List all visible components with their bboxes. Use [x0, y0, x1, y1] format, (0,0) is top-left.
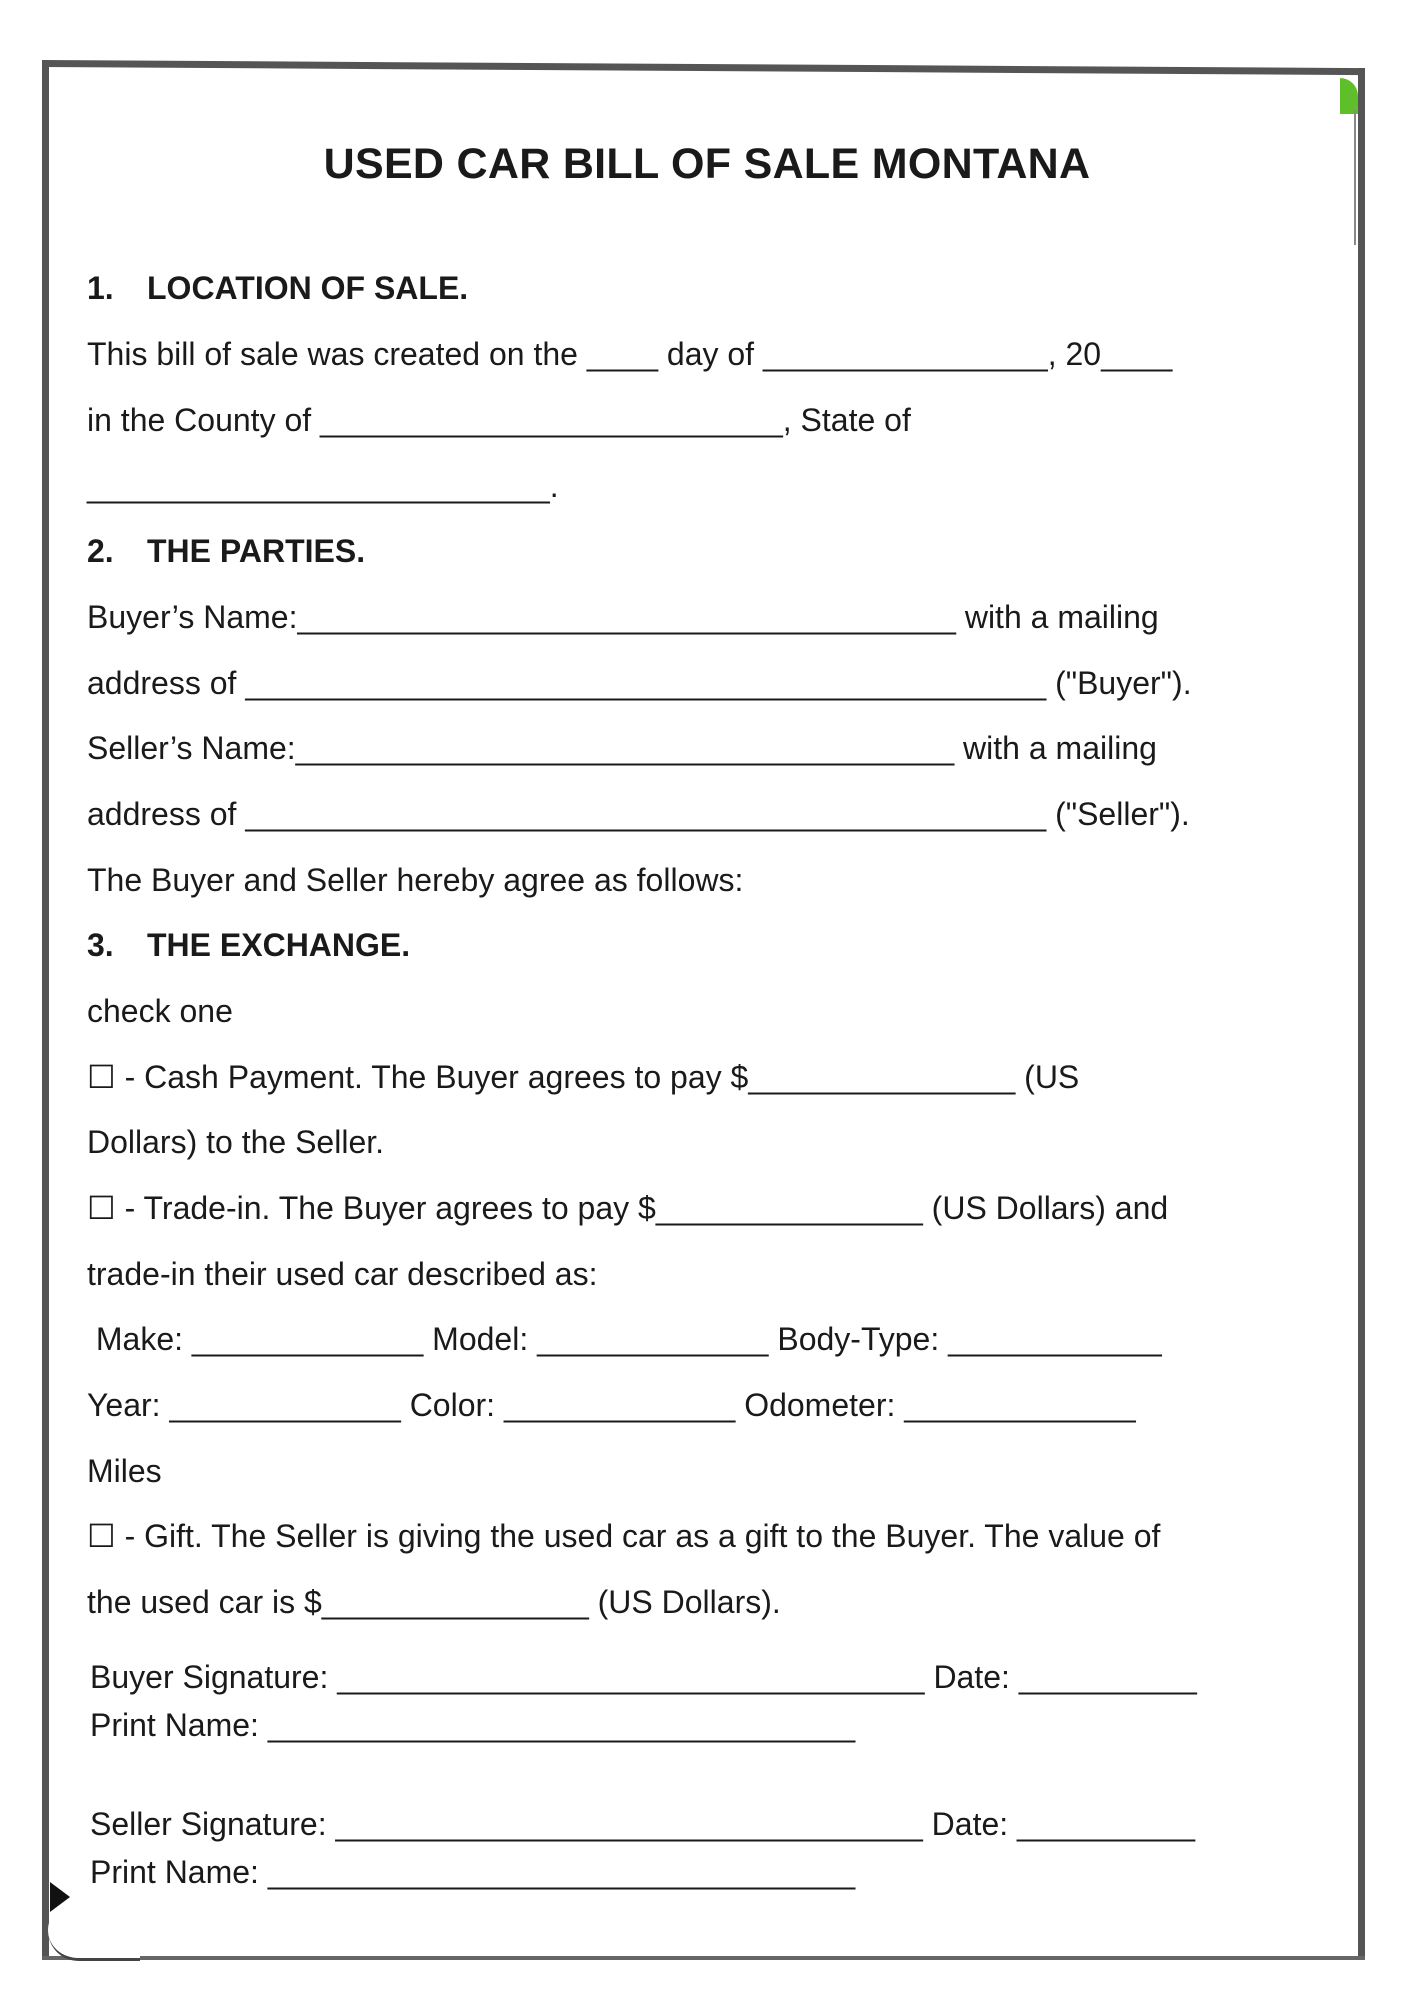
gift-option: ☐ - Gift. The Seller is giving the used car as a gift to the Buyer. The value of [87, 1518, 1161, 1554]
agreement-line: The Buyer and Seller hereby agree as follows: [87, 862, 744, 898]
page-border-right [1358, 68, 1365, 1960]
seller-print-name-line: Print Name: _________________________________ [90, 1854, 856, 1890]
section-1-title: LOCATION OF SALE. [147, 270, 469, 306]
buyer-print-name-line: Print Name: _________________________________ [90, 1707, 856, 1743]
page-border-bottom [42, 1956, 1365, 1960]
cash-payment-continued: Dollars) to the Seller. [87, 1124, 385, 1160]
check-one-instruction: check one [87, 993, 233, 1029]
sale-county-line: in the County of __________________________, State of [87, 402, 911, 438]
green-corner-decoration [1340, 78, 1358, 114]
trade-in-make-model-line: Make: _____________ Model: _____________ Body-Type: ____________ [87, 1321, 1162, 1357]
buyer-address-line: address of _____________________________________________ ("Buyer"). [87, 665, 1192, 701]
sale-state-line: __________________________. [87, 468, 559, 504]
trade-in-year-color-line: Year: _____________ Color: _____________ Odometer: _____________ [87, 1387, 1136, 1423]
cash-payment-option: ☐ - Cash Payment. The Buyer agrees to pay $_______________ (US [87, 1059, 1080, 1095]
section-3-title: THE EXCHANGE. [147, 927, 411, 963]
section-2-number: 2. [87, 533, 114, 569]
seller-address-line: address of _____________________________________________ ("Seller"). [87, 796, 1190, 832]
document-title: USED CAR BILL OF SALE MONTANA [323, 140, 1091, 188]
page-border-left [42, 60, 49, 1960]
triangle-marker-icon [50, 1882, 70, 1912]
gift-value-line: the used car is $_______________ (US Dollars). [87, 1584, 781, 1620]
section-1-number: 1. [87, 270, 114, 306]
trade-in-option: ☐ - Trade-in. The Buyer agrees to pay $_______________ (US Dollars) and [87, 1190, 1169, 1226]
sale-date-line: This bill of sale was created on the ____ day of ________________, 20____ [87, 336, 1173, 372]
section-3-heading [87, 925, 410, 965]
seller-signature-line: Seller Signature: _________________________________ Date: __________ [90, 1806, 1195, 1842]
section-2-heading [87, 531, 365, 571]
section-2-title: THE PARTIES. [147, 533, 366, 569]
seller-name-line: Seller’s Name:_____________________________________ with a mailing [87, 730, 1157, 766]
trade-in-continued: trade-in their used car described as: [87, 1256, 598, 1292]
section-1-heading [87, 268, 468, 308]
trade-in-miles-label: Miles [87, 1453, 162, 1489]
page-border-top [42, 60, 1365, 75]
buyer-signature-line: Buyer Signature: _________________________________ Date: __________ [90, 1659, 1197, 1695]
section-3-number: 3. [87, 927, 114, 963]
buyer-name-line: Buyer’s Name:_____________________________________ with a mailing [87, 599, 1159, 635]
